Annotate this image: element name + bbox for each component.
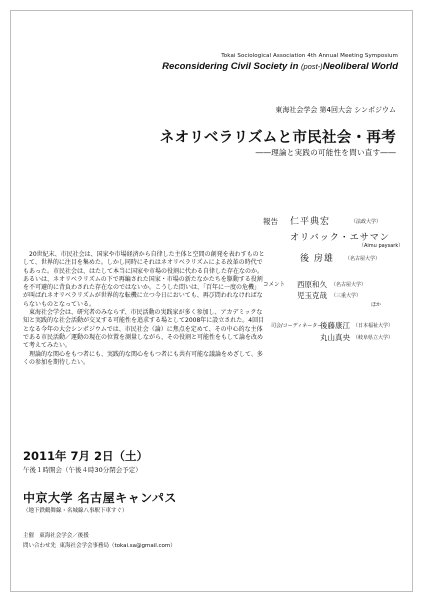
commentator-affiliation: （三重大学） [331, 293, 362, 299]
contact-line [23, 541, 176, 549]
title-en [162, 61, 398, 72]
contact-label: 問い合わせ先 [23, 543, 57, 549]
reporter-name: 仁平典宏 [290, 217, 331, 227]
organizer-label: 主催 [23, 533, 35, 539]
reporters-label: 報告 [263, 217, 278, 226]
association-en: Tokai Sociological Association 4th Annual Meeting Symposium [221, 53, 398, 59]
symposium-flyer [10, 10, 413, 592]
reporter-name: 後 房雄 [300, 254, 334, 264]
etc-label: ほか [371, 302, 382, 308]
chair-affiliation: （岐阜県立大学） [353, 335, 394, 341]
reporter-name: オリバック・エサマン [290, 233, 390, 243]
event-date: 2011年 7月 2日（土） [23, 449, 149, 463]
title-en-pre: (post-) [301, 62, 323, 71]
venue-access: （地下鉄鶴舞線・名城線八事駅下車すぐ） [23, 508, 128, 514]
body-paragraph: 20世紀末、市民社会は、国家や市場経済から自律した主体と空間の創発を表わすものとして、世界的に注目を集めた。しかし同時にそれはネオリベラリズムによる改革の時代でもあった。市民社会は、はたして本当に国家や市場の役割に代わる自律した存在なのか。あるいは、ネオリベラリズムの下で再編された国家・市場の新たなかたちを駆動する役割を不可避的に背負わされた存在なのではないか。こうした問いは、「百年に一度の危機」が叫ばれネオリベラリズムが世界的な転機に立つ今日においても、再び問われなければならないものとなっている。 [23, 251, 265, 308]
organizer-line [23, 531, 89, 539]
page-title: ネオリベラリズムと市民社会・再考 [159, 130, 396, 146]
chair-name: 丸山真央 [320, 333, 350, 342]
page-subtitle: ――理論と実践の可能性を問い直す―― [255, 148, 396, 157]
reporter-affiliation: （Aimu paysark） [359, 243, 404, 249]
commentator-name: 西原和久 [297, 280, 327, 289]
chairs-label: 司会/コーディネーター [271, 323, 323, 329]
body-paragraph: 理論的な関心をもつ者にも、実践的な関心をもつ者にも共有可能な議論をめざして、多くの参加を期待したい。 [23, 350, 263, 366]
reporter-affiliation: （法政大学） [351, 219, 382, 225]
title-en-main: Reconsidering Civil Society in [162, 61, 302, 72]
event-venue: 中京大学 名古屋キャンパス [23, 491, 177, 505]
commentator-affiliation: （名古屋大学） [331, 282, 367, 288]
commentators-label: コメント [263, 282, 286, 288]
commentator-name: 児玉克哉 [297, 291, 327, 300]
body-text [23, 251, 265, 367]
body-paragraph: 東海社会学会は、研究者のみならず、市民活動の実践家が多く参加し、アカデミックな知と実践的な社会活動が交叉する可能性を追求する場として2008年に設立された。4回目となる今年の大会シンポジウムでは、市民社会（論）に焦点を定めて、その中心的な主体である市民活動／運動の現在の位置を測量しながら、その役割と可能性をもして論を改めて考えてみたい。 [23, 309, 265, 350]
reporter-affiliation: （名古屋大学） [345, 256, 381, 262]
contact-value: 東海社会学会事務局（tokai.sa@gmail.com） [59, 543, 176, 549]
chair-name: 後藤康江 [320, 321, 350, 330]
title-en-end: Neoliberal World [322, 61, 398, 72]
event-time: 午後１時開会（午後４時30分閉会予定） [23, 466, 142, 474]
conference-jp: 東海社会学会 第4回大会 シンポジウム [275, 106, 396, 114]
chair-affiliation: （日本福祉大学） [353, 323, 394, 329]
organizer-value: 東海社会学会／後援 [39, 533, 89, 539]
